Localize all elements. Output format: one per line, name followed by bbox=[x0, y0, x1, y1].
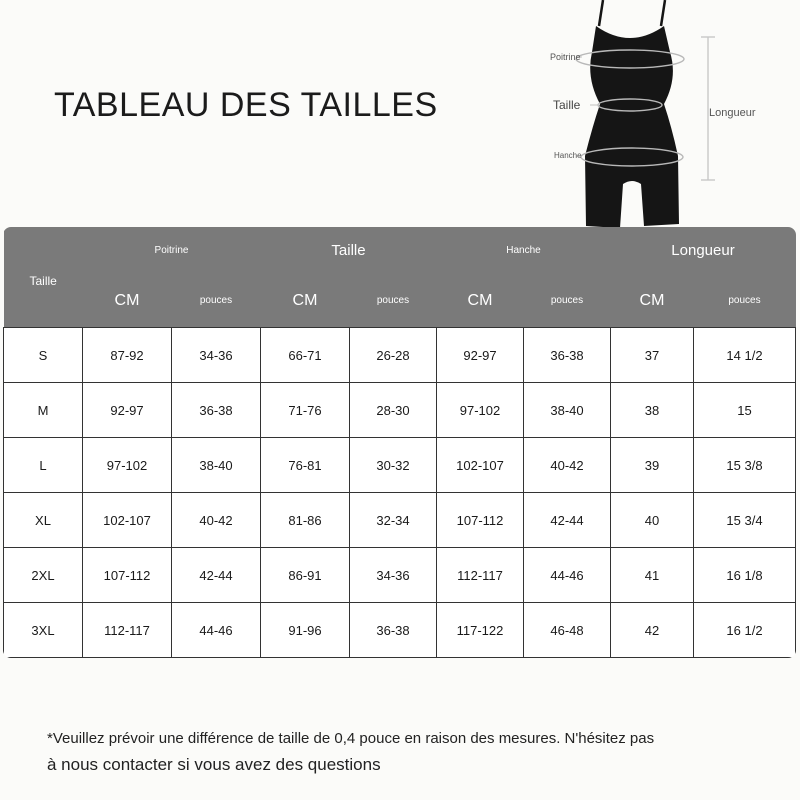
table-cell: 76-81 bbox=[261, 438, 350, 493]
label-hip: Hanche bbox=[554, 151, 582, 160]
table-cell: 92-97 bbox=[437, 328, 524, 383]
table-cell: 38 bbox=[611, 383, 694, 438]
table-cell: 38-40 bbox=[172, 438, 261, 493]
unit-header-cm: CM bbox=[467, 291, 493, 309]
table-row bbox=[4, 328, 796, 383]
footnote bbox=[47, 726, 767, 778]
unit-header-inches: pouces bbox=[550, 295, 584, 306]
group-header-length: Longueur bbox=[671, 242, 735, 259]
table-cell: 36-38 bbox=[524, 328, 611, 383]
page-title: TABLEAU DES TAILLES bbox=[54, 86, 438, 124]
unit-header-inches: pouces bbox=[199, 295, 233, 306]
table-cell: 40-42 bbox=[524, 438, 611, 493]
table-cell: 81-86 bbox=[261, 493, 350, 548]
table-cell: 42-44 bbox=[524, 493, 611, 548]
size-cell: 2XL bbox=[4, 548, 83, 603]
table-cell: 66-71 bbox=[261, 328, 350, 383]
table-row bbox=[4, 603, 796, 658]
table-row bbox=[4, 548, 796, 603]
size-cell: L bbox=[4, 438, 83, 493]
table-cell: 44-46 bbox=[524, 548, 611, 603]
footnote-line-1: *Veuillez prévoir une différence de taille de 0,4 pouce en raison des mesures. N'hésitez pas bbox=[47, 730, 655, 747]
table-cell: 92-97 bbox=[83, 383, 172, 438]
table-cell: 28-30 bbox=[350, 383, 437, 438]
table-cell: 14 1/2 bbox=[694, 328, 796, 383]
bodysuit-figure bbox=[540, 0, 800, 230]
table-cell: 40-42 bbox=[172, 493, 261, 548]
label-length: Longueur bbox=[709, 107, 756, 119]
table-cell: 102-107 bbox=[83, 493, 172, 548]
table-cell: 16 1/8 bbox=[694, 548, 796, 603]
table-cell: 91-96 bbox=[261, 603, 350, 658]
table-cell: 37 bbox=[611, 328, 694, 383]
table-cell: 32-34 bbox=[350, 493, 437, 548]
table-cell: 42-44 bbox=[172, 548, 261, 603]
table-row bbox=[4, 438, 796, 493]
label-chest: Poitrine bbox=[550, 52, 581, 62]
table-cell: 97-102 bbox=[83, 438, 172, 493]
table-cell: 107-112 bbox=[437, 493, 524, 548]
table-cell: 87-92 bbox=[83, 328, 172, 383]
table-row bbox=[4, 493, 796, 548]
table-cell: 112-117 bbox=[437, 548, 524, 603]
unit-header-inches: pouces bbox=[376, 295, 410, 306]
table-cell: 44-46 bbox=[172, 603, 261, 658]
table-cell: 71-76 bbox=[261, 383, 350, 438]
size-cell: M bbox=[4, 383, 83, 438]
size-column-header: Taille bbox=[29, 274, 57, 288]
unit-header-cm: CM bbox=[639, 291, 665, 309]
unit-header-inches: pouces bbox=[728, 295, 761, 306]
table-cell: 15 3/4 bbox=[694, 493, 796, 548]
table-cell: 41 bbox=[611, 548, 694, 603]
table-cell: 86-91 bbox=[261, 548, 350, 603]
table-cell: 36-38 bbox=[350, 603, 437, 658]
table-cell: 38-40 bbox=[524, 383, 611, 438]
table-cell: 112-117 bbox=[83, 603, 172, 658]
table-cell: 26-28 bbox=[350, 328, 437, 383]
size-cell: S bbox=[4, 328, 83, 383]
table-cell: 117-122 bbox=[437, 603, 524, 658]
table-cell: 36-38 bbox=[172, 383, 261, 438]
bodysuit-illustration bbox=[540, 0, 800, 230]
label-waist: Taille bbox=[553, 98, 581, 112]
table-cell: 15 3/8 bbox=[694, 438, 796, 493]
unit-header-cm: CM bbox=[292, 291, 318, 309]
group-header-chest: Poitrine bbox=[154, 245, 189, 256]
size-cell: XL bbox=[4, 493, 83, 548]
table-cell: 42 bbox=[611, 603, 694, 658]
table-cell: 107-112 bbox=[83, 548, 172, 603]
table-cell: 46-48 bbox=[524, 603, 611, 658]
table-row bbox=[4, 383, 796, 438]
unit-header-cm: CM bbox=[114, 291, 140, 309]
table-cell: 97-102 bbox=[437, 383, 524, 438]
table-cell: 102-107 bbox=[437, 438, 524, 493]
table-cell: 39 bbox=[611, 438, 694, 493]
table-cell: 34-36 bbox=[350, 548, 437, 603]
size-cell: 3XL bbox=[4, 603, 83, 658]
group-header-hip: Hanche bbox=[506, 245, 541, 256]
table-cell: 16 1/2 bbox=[694, 603, 796, 658]
group-header-waist: Taille bbox=[331, 242, 366, 259]
size-chart-table bbox=[3, 227, 796, 658]
table-cell: 40 bbox=[611, 493, 694, 548]
table-cell: 30-32 bbox=[350, 438, 437, 493]
table-cell: 15 bbox=[694, 383, 796, 438]
footnote-line-2: à nous contacter si vous avez des questions bbox=[47, 755, 381, 774]
table-cell: 34-36 bbox=[172, 328, 261, 383]
